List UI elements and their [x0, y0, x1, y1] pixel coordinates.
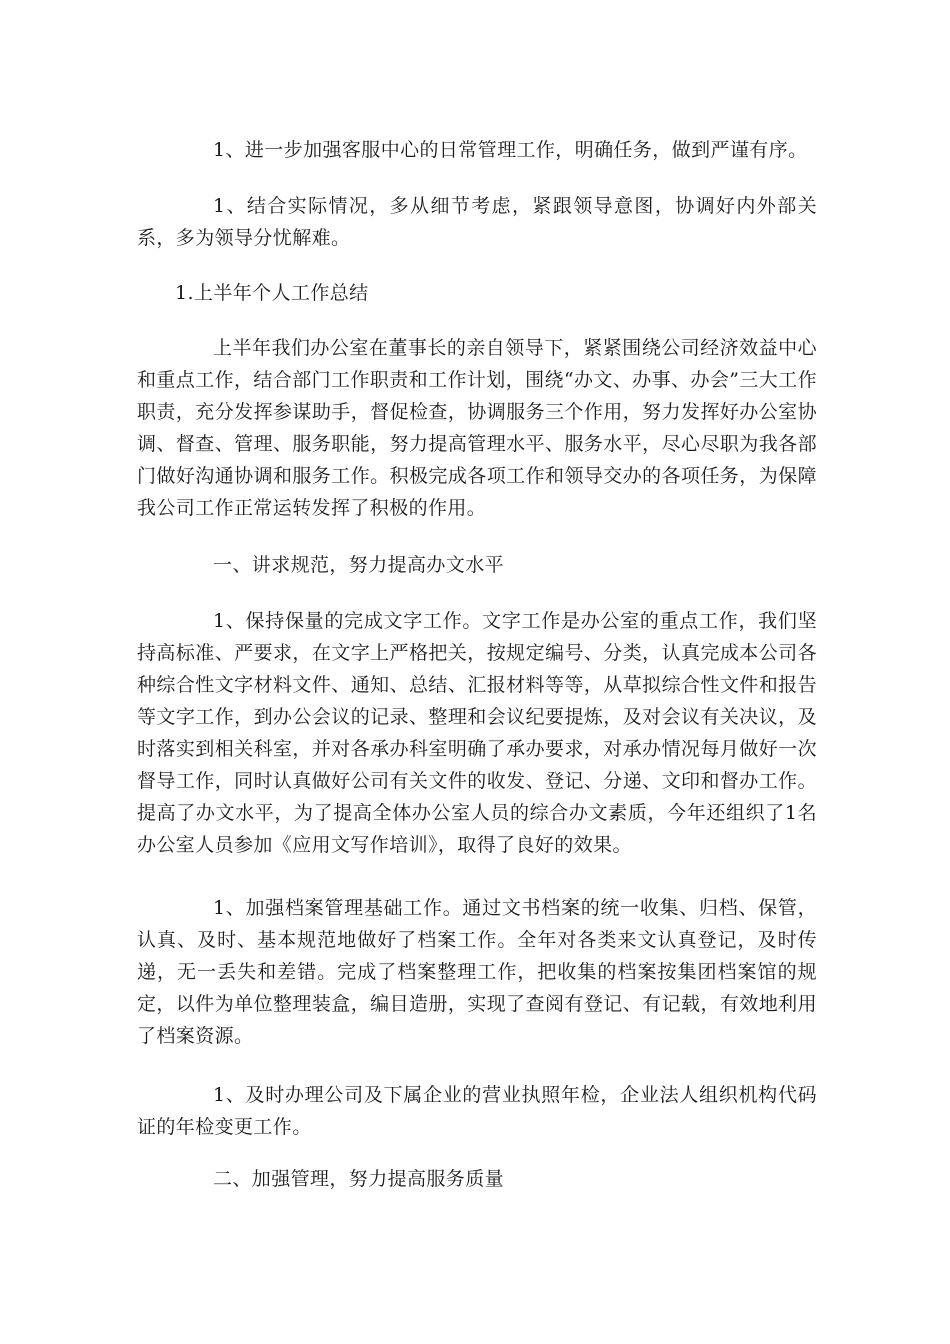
heading-service-quality: 二、加强管理，努力提高服务质量: [213, 1168, 505, 1190]
paragraph-coordination: 1、结合实际情况，多从细节考虑，紧跟领导意图，协调好内外部关系，多为领导分忧解难。: [137, 195, 817, 249]
heading-standardize-writing: 一、讲求规范，努力提高办文水平: [213, 554, 505, 576]
paragraph-archive-management: 1、加强档案管理基础工作。通过文书档案的统一收集、归档、保管，认真、及时、基本规范地做好了档案工作。全年对各类来文认真登记，及时传递，无一丢失和差错。完成了档案整理工作，把收集的档案按集团档案馆的规定，以件为单位整理装盒，编目造册，实现了查阅有登记、有记载，有效地利用了档案资源。: [137, 897, 817, 1047]
paragraph-office-overview: 上半年我们办公室在董事长的亲自领导下，紧紧围绕公司经济效益中心和重点工作，结合部门工作职责和工作计划，围绕“办文、办事、办会”三大工作职责，充分发挥参谋助手，督促检查，协调服务三个作用，努力发挥好办公室协调、督查、管理、服务职能，努力提高管理水平、服务水平，尽心尽职为我各部门做好沟通协调和服务工作。积极完成各项工作和领导交办的各项任务，为保障我公司工作正常运转发挥了积极的作用。: [137, 337, 817, 519]
paragraph-business-license: 1、及时办理公司及下属企业的营业执照年检，企业法人组织机构代码证的年检变更工作。: [137, 1084, 817, 1138]
section-title-half-year-summary: 1.上半年个人工作总结: [175, 282, 369, 304]
paragraph-customer-service: 1、进一步加强客服中心的日常管理工作，明确任务，做到严谨有序。: [213, 139, 808, 161]
paragraph-writing-work: 1、保持保量的完成文字工作。文字工作是办公室的重点工作，我们坚持高标准、严要求，在文字上严格把关，按规定编号、分类，认真完成本公司各种综合性文字材料文件、通知、总结、汇报材料等等，从草拟综合性文件和报告等文字工作，到办公会议的记录、整理和会议纪要提炼，及对会议有关决议，及时落实到相关科室，并对各承办科室明确了承办要求，对承办情况每月做好一次督导工作，同时认真做好公司有关文件的收发、登记、分递、文印和督办工作。提高了办文水平，为了提高全体办公室人员的综合办文素质，今年还组织了1名办公室人员参加《应用文写作培训》，取得了良好的效果。: [137, 610, 817, 856]
